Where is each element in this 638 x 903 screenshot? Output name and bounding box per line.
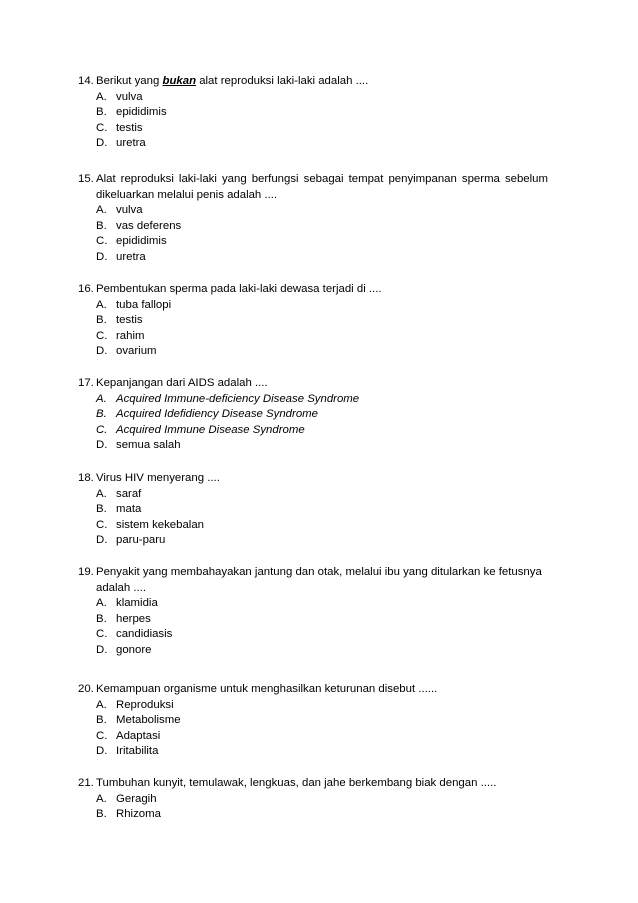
option-letter: B. bbox=[96, 219, 107, 232]
option-b bbox=[96, 105, 548, 121]
option-text: gonore bbox=[116, 643, 152, 656]
option-text: Acquired Immune Disease Syndrome bbox=[116, 423, 305, 436]
question-stem bbox=[78, 682, 548, 698]
option-a bbox=[96, 203, 548, 219]
option-text: testis bbox=[116, 121, 143, 134]
question-text: Kemampuan organisme untuk menghasilkan keturunan disebut ...... bbox=[96, 683, 438, 695]
option-letter: D. bbox=[96, 345, 108, 358]
option-text: tuba fallopi bbox=[116, 298, 172, 311]
question-number: 18. bbox=[78, 472, 94, 484]
question-14 bbox=[78, 74, 548, 152]
question-text bbox=[96, 74, 548, 90]
option-letter: D. bbox=[96, 137, 108, 150]
option-b bbox=[96, 313, 548, 329]
option-letter: D. bbox=[96, 643, 108, 656]
question-19 bbox=[78, 565, 548, 659]
option-text: Acquired Idefidiency Disease Syndrome bbox=[116, 408, 318, 421]
option-text: Metabolisme bbox=[116, 714, 181, 727]
option-letter: A. bbox=[96, 792, 107, 805]
question-number: 21. bbox=[78, 777, 94, 789]
option-text: rahim bbox=[116, 329, 145, 342]
option-a bbox=[96, 90, 548, 106]
option-letter: D. bbox=[96, 534, 108, 547]
option-a bbox=[96, 487, 548, 503]
option-letter: B. bbox=[96, 808, 107, 821]
question-20 bbox=[78, 682, 548, 760]
option-text: klamidia bbox=[116, 597, 158, 610]
option-b bbox=[96, 612, 548, 628]
stem-text-part: alat reproduksi laki-laki adalah .... bbox=[196, 75, 369, 87]
option-text: ovarium bbox=[116, 345, 157, 358]
option-letter: A. bbox=[96, 90, 107, 103]
option-d bbox=[96, 438, 548, 454]
question-stem bbox=[78, 565, 548, 596]
option-c bbox=[96, 627, 548, 643]
option-b bbox=[96, 219, 548, 235]
option-c bbox=[96, 518, 548, 534]
option-text: vulva bbox=[116, 204, 143, 217]
option-b bbox=[96, 807, 548, 823]
option-text: herpes bbox=[116, 612, 151, 625]
option-text: Rhizoma bbox=[116, 808, 161, 821]
question-number: 20. bbox=[78, 683, 94, 695]
option-c bbox=[96, 329, 548, 345]
option-text: Acquired Immune-deficiency Disease Syndrome bbox=[116, 392, 360, 405]
question-15 bbox=[78, 172, 548, 266]
question-text: Tumbuhan kunyit, temulawak, lengkuas, dan jahe berkembang biak dengan ..... bbox=[96, 777, 497, 789]
option-letter: A. bbox=[96, 597, 107, 610]
option-text: mata bbox=[116, 503, 142, 516]
question-stem bbox=[78, 74, 548, 90]
option-text: saraf bbox=[116, 487, 142, 500]
option-text: Adaptasi bbox=[116, 729, 161, 742]
option-text: vulva bbox=[116, 90, 143, 103]
question-text: Pembentukan sperma pada laki-laki dewasa terjadi di .... bbox=[96, 283, 382, 295]
option-text: epididimis bbox=[116, 235, 167, 248]
question-stem bbox=[78, 471, 548, 487]
option-a bbox=[96, 596, 548, 612]
option-c bbox=[96, 729, 548, 745]
option-b bbox=[96, 502, 548, 518]
stem-emphasis: bukan bbox=[162, 75, 197, 87]
option-letter: A. bbox=[96, 392, 107, 405]
option-letter: C. bbox=[96, 729, 108, 742]
question-stem bbox=[78, 776, 548, 792]
option-c bbox=[96, 234, 548, 250]
option-d bbox=[96, 136, 548, 152]
option-letter: B. bbox=[96, 106, 107, 119]
question-18 bbox=[78, 471, 548, 549]
option-letter: A. bbox=[96, 487, 107, 500]
option-c bbox=[96, 121, 548, 137]
option-d bbox=[96, 744, 548, 760]
option-text: Reproduksi bbox=[116, 698, 174, 711]
option-text: Iritabilita bbox=[116, 745, 159, 758]
option-text: testis bbox=[116, 314, 143, 327]
question-16 bbox=[78, 282, 548, 360]
question-number: 16. bbox=[78, 283, 94, 295]
option-d bbox=[96, 533, 548, 549]
option-text: semua salah bbox=[116, 439, 181, 452]
option-letter: B. bbox=[96, 408, 107, 421]
option-letter: B. bbox=[96, 314, 107, 327]
option-letter: D. bbox=[96, 745, 108, 758]
option-text: Geragih bbox=[116, 792, 157, 805]
option-b bbox=[96, 407, 548, 423]
option-letter: A. bbox=[96, 204, 107, 217]
option-c bbox=[96, 423, 548, 439]
option-text: epididimis bbox=[116, 106, 167, 119]
question-number: 17. bbox=[78, 377, 94, 389]
option-letter: C. bbox=[96, 121, 108, 134]
question-number: 14. bbox=[78, 75, 94, 87]
option-letter: A. bbox=[96, 298, 107, 311]
option-letter: B. bbox=[96, 612, 107, 625]
option-a bbox=[96, 792, 548, 808]
question-number: 19. bbox=[78, 566, 94, 578]
option-text: uretra bbox=[116, 250, 146, 263]
option-letter: A. bbox=[96, 698, 107, 711]
question-17 bbox=[78, 376, 548, 454]
option-a bbox=[96, 298, 548, 314]
stem-text-part: Berikut yang bbox=[96, 75, 163, 87]
question-stem bbox=[78, 282, 548, 298]
option-letter: B. bbox=[96, 503, 107, 516]
question-stem bbox=[78, 172, 548, 203]
option-letter: D. bbox=[96, 439, 108, 452]
question-stem bbox=[78, 376, 548, 392]
option-d bbox=[96, 250, 548, 266]
option-text: paru-paru bbox=[116, 534, 166, 547]
question-text: Virus HIV menyerang .... bbox=[96, 472, 220, 484]
option-letter: C. bbox=[96, 235, 108, 248]
option-text: candidiasis bbox=[116, 628, 173, 641]
option-a bbox=[96, 392, 548, 408]
question-text: Alat reproduksi laki-laki yang berfungsi sebagai tempat penyimpanan sperma sebelum dikeluarkan melalui penis adalah .... bbox=[96, 173, 548, 201]
option-letter: C. bbox=[96, 329, 108, 342]
question-21 bbox=[78, 776, 548, 823]
option-letter: C. bbox=[96, 423, 108, 436]
option-letter: B. bbox=[96, 714, 107, 727]
option-letter: C. bbox=[96, 518, 108, 531]
option-text: sistem kekebalan bbox=[116, 518, 205, 531]
option-text: uretra bbox=[116, 137, 146, 150]
option-text: vas deferens bbox=[116, 219, 182, 232]
question-number: 15. bbox=[78, 173, 94, 185]
option-d bbox=[96, 344, 548, 360]
question-text: Penyakit yang membahayakan jantung dan otak, melalui ibu yang ditularkan ke fetusnya adalah .... bbox=[96, 566, 542, 594]
option-a bbox=[96, 698, 548, 714]
question-text: Kepanjangan dari AIDS adalah .... bbox=[96, 377, 268, 389]
option-d bbox=[96, 643, 548, 659]
option-letter: C. bbox=[96, 628, 108, 641]
option-letter: D. bbox=[96, 250, 108, 263]
option-b bbox=[96, 713, 548, 729]
